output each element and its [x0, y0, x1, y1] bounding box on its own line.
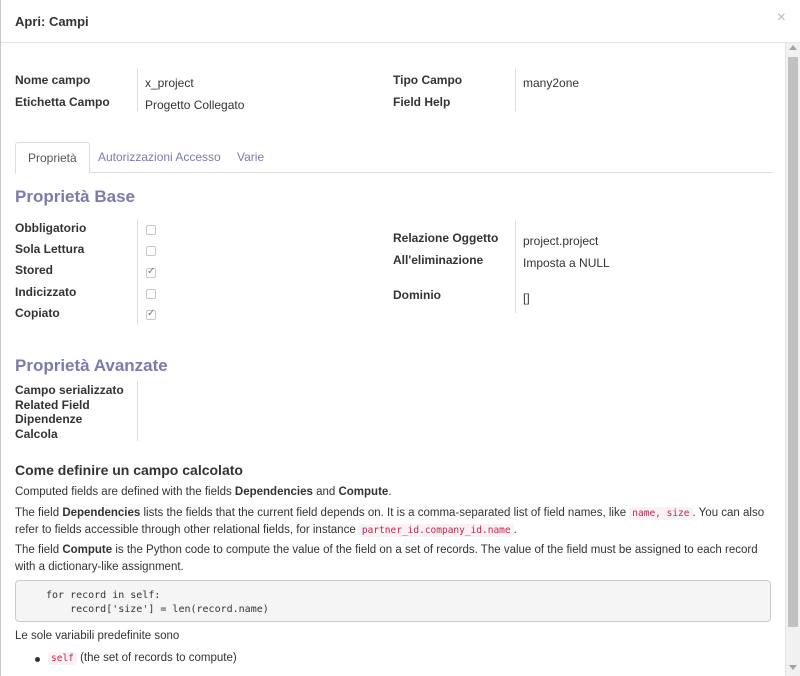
- campo-serializzato-label: Campo serializzato: [15, 383, 124, 397]
- field-separator: [515, 69, 516, 111]
- modal-header: [1, 0, 800, 43]
- inline-code: name, size: [629, 507, 692, 520]
- field-separator: [515, 221, 516, 313]
- all-eliminazione-value[interactable]: Imposta a NULL: [523, 256, 610, 270]
- vertical-scrollbar[interactable]: [785, 43, 800, 676]
- indicizzato-checkbox[interactable]: [146, 289, 156, 299]
- related-field-label: Related Field: [15, 398, 90, 412]
- stored-label: Stored: [15, 263, 54, 277]
- field-separator: [137, 381, 138, 441]
- copiato-label: Copiato: [15, 306, 60, 320]
- tipo-campo-value[interactable]: many2one: [523, 76, 580, 90]
- help-paragraph-1: Computed fields are defined with the fields Dependencies and Compute.: [15, 486, 392, 498]
- list-item: self (the set of records to compute): [48, 650, 237, 667]
- inline-code: partner_id.company_id.name: [359, 524, 514, 537]
- scroll-down-icon[interactable]: [789, 665, 797, 670]
- nome-campo-value[interactable]: x_project: [145, 76, 194, 90]
- sola-lettura-checkbox[interactable]: [146, 246, 156, 256]
- tab-proprieta[interactable]: Proprietà: [15, 142, 90, 174]
- field-help-label: Field Help: [393, 95, 451, 109]
- relazione-oggetto-value[interactable]: project.project: [523, 234, 599, 248]
- help-title: Come definire un campo calcolato: [15, 462, 243, 478]
- proprieta-avanzate-title: Proprietà Avanzate: [15, 356, 168, 375]
- copiato-checkbox[interactable]: [146, 310, 156, 320]
- list-bullet: [35, 657, 40, 662]
- relazione-oggetto-label: Relazione Oggetto: [393, 231, 499, 245]
- tab-varie[interactable]: Varie: [237, 150, 265, 164]
- obbligatorio-label: Obbligatorio: [15, 221, 87, 235]
- indicizzato-label: Indicizzato: [15, 285, 77, 299]
- field-separator: [137, 219, 138, 325]
- etichetta-campo-label: Etichetta Campo: [15, 95, 110, 109]
- tab-autorizzazioni-accesso[interactable]: Autorizzazioni Accesso: [98, 150, 221, 164]
- sola-lettura-label: Sola Lettura: [15, 242, 85, 256]
- dominio-value[interactable]: []: [523, 291, 530, 305]
- modal-title: Apri: Campi: [15, 14, 89, 29]
- scrollbar-thumb[interactable]: [788, 57, 798, 627]
- calcola-label: Calcola: [15, 427, 58, 441]
- nome-campo-label: Nome campo: [15, 73, 91, 87]
- close-icon[interactable]: ×: [776, 9, 786, 26]
- stored-checkbox[interactable]: [146, 268, 156, 278]
- obbligatorio-checkbox[interactable]: [146, 225, 156, 235]
- dipendenze-label: Dipendenze: [15, 412, 83, 426]
- help-paragraph-2: The field Dependencies lists the fields that the current field depends on. It is a comma-separated list of field names, like name, size . You can also refer to fields accessible through other relational fields, for instance partner_id.company_id.name .: [15, 507, 765, 536]
- dominio-label: Dominio: [393, 288, 441, 302]
- all-eliminazione-label: All'eliminazione: [393, 253, 484, 267]
- tipo-campo-label: Tipo Campo: [393, 73, 463, 87]
- code-block: for record in self: record['size'] = len(record.name): [15, 580, 771, 622]
- help-paragraph-4: Le sole variabili predefinite sono: [15, 630, 180, 642]
- scroll-up-icon[interactable]: [789, 45, 797, 50]
- proprieta-base-title: Proprietà Base: [15, 187, 135, 206]
- help-paragraph-3: The field Compute is the Python code to compute the value of the field on a set of records. The value of the field must be assigned to each record with a dictionary-like assignment.: [15, 544, 758, 573]
- etichetta-campo-value[interactable]: Progetto Collegato: [145, 98, 245, 112]
- field-separator: [137, 69, 138, 111]
- tab-bar: [15, 142, 773, 173]
